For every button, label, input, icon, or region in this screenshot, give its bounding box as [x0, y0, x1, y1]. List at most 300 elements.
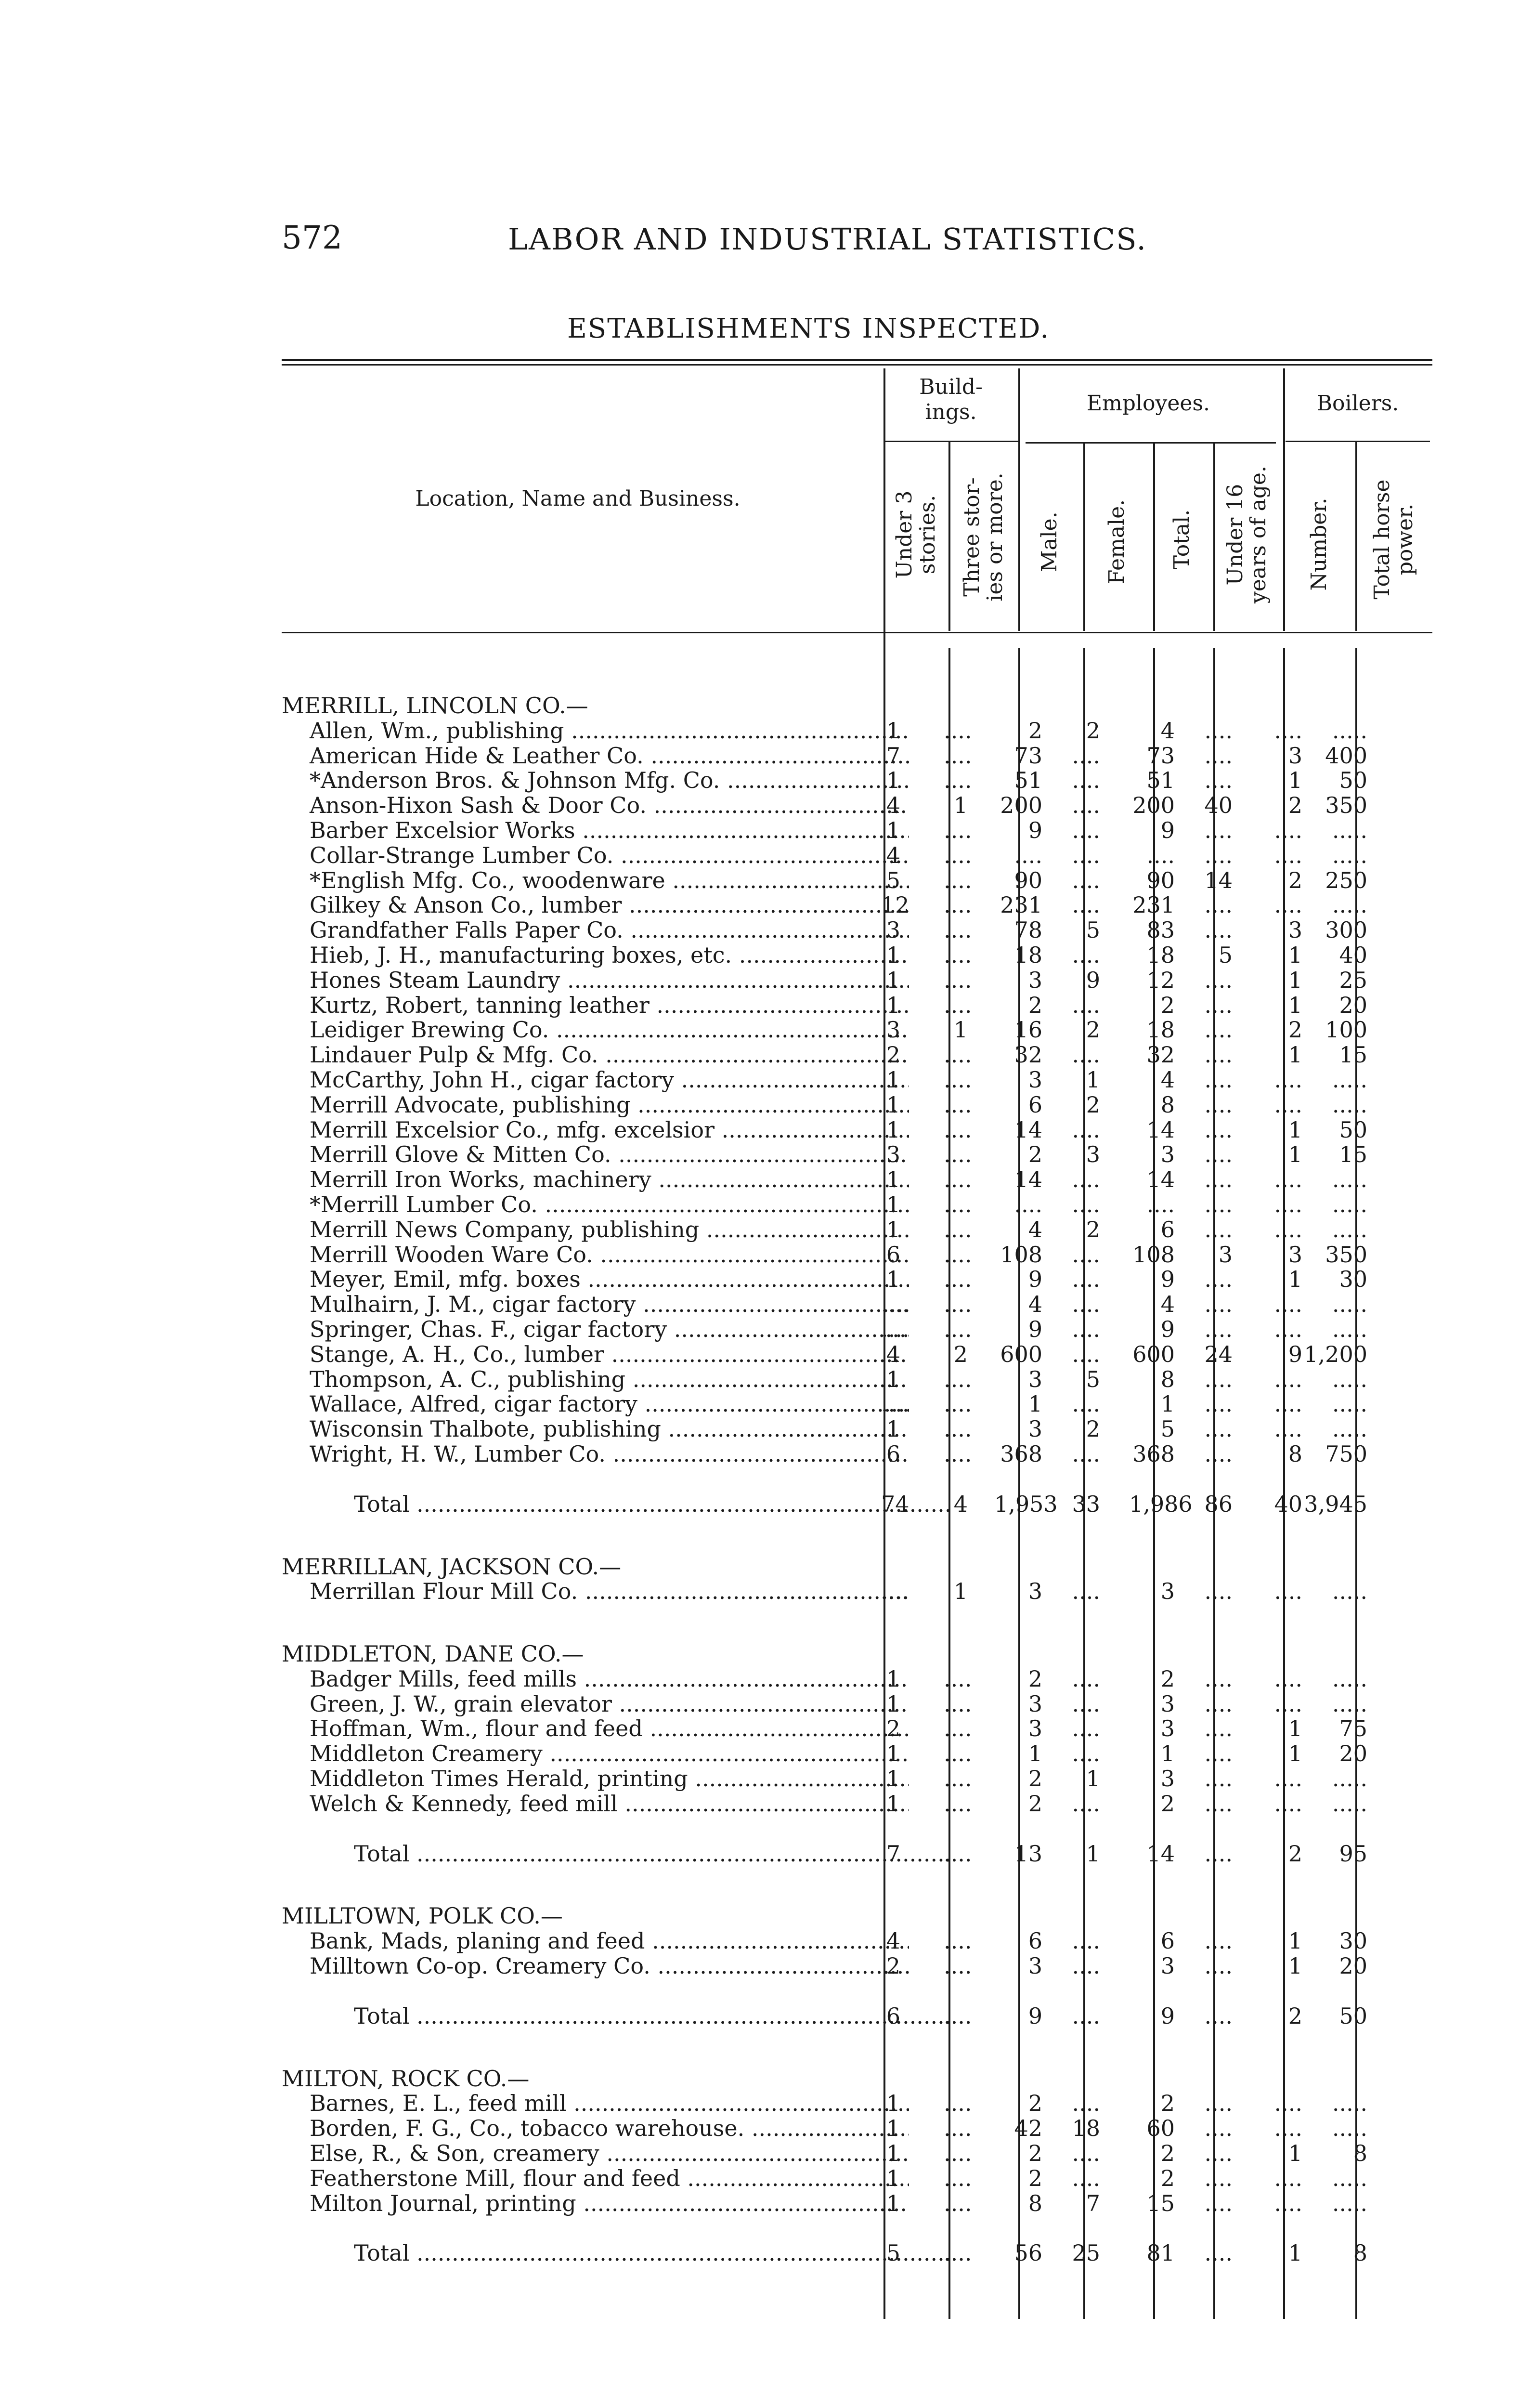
total-gap [282, 1817, 1432, 1842]
cell-under-3-stories: 3 [886, 1017, 900, 1043]
cell-under-16: .... [1204, 917, 1233, 943]
cell-horse-power: ..... [1332, 1766, 1367, 1792]
cell-horse-power: 20 [1339, 992, 1367, 1018]
cell-horse-power: ..... [1332, 1291, 1367, 1318]
cell-female: 2 [1086, 1216, 1100, 1243]
cell-under-16: .... [1204, 1690, 1233, 1717]
cell-total: 4 [1160, 717, 1175, 744]
cell-under-3-stories: 2 [886, 1953, 900, 1979]
table-row [282, 1741, 1432, 1767]
cell-total: 6 [1160, 1928, 1175, 1954]
cell-female: .... [1072, 1042, 1100, 1068]
cell-under-3-stories: 2 [886, 1042, 900, 1068]
total-under-16: .... [1204, 2240, 1233, 2266]
section-heading-row [282, 1555, 1432, 1580]
cell-total: 108 [1132, 1241, 1175, 1268]
cell-total: 14 [1146, 1166, 1175, 1193]
establishment-name: Badger Mills, feed mills ..... [282, 1667, 909, 1692]
cell-male: 9 [1028, 817, 1042, 843]
cell-under-3-stories: 1 [886, 767, 900, 794]
total-under-3-stories: 74 [881, 1491, 909, 1517]
cell-female: .... [1072, 1241, 1100, 1268]
cell-under-16: .... [1204, 1928, 1233, 1954]
cell-horse-power: 100 [1325, 1017, 1367, 1043]
total-under-3-stories: 5 [886, 2240, 900, 2266]
total-total: 9 [1160, 2002, 1175, 2029]
total-male: 56 [1014, 2240, 1042, 2266]
table-row [282, 1342, 1432, 1367]
cell-total: 2 [1160, 1665, 1175, 1692]
establishment-name: Green, J. W., grain elevator ..... [282, 1692, 909, 1717]
establishment-name: Bank, Mads, planing and feed ..... [282, 1929, 909, 1954]
cell-three-stories: .... [944, 1191, 972, 1217]
cell-total: 1 [1160, 1741, 1175, 1767]
cell-three-stories: .... [944, 767, 972, 794]
table-row [282, 1767, 1432, 1792]
total-label: Total ..... [282, 2004, 953, 2029]
cell-three-stories: .... [944, 1166, 972, 1193]
cell-total: 51 [1146, 767, 1175, 794]
cell-three-stories: .... [944, 867, 972, 893]
cell-total: 3 [1160, 1141, 1175, 1168]
cell-total: 3 [1160, 1578, 1175, 1605]
cell-three-stories: .... [944, 1141, 972, 1168]
cell-total: 83 [1146, 917, 1175, 943]
cell-boilers-number: .... [1274, 2115, 1302, 2142]
cell-under-16: .... [1204, 1017, 1233, 1043]
establishment-name: Milton Journal, printing ..... [282, 2191, 909, 2216]
cell-under-3-stories: 1 [886, 2115, 900, 2142]
group-rule-buildings [883, 441, 1018, 442]
cell-female: 7 [1086, 2190, 1100, 2216]
cell-boilers-number: 3 [1288, 917, 1302, 943]
establishment-name: Anson-Hixon Sash & Door Co. ..... [282, 793, 909, 818]
cell-boilers-number: 3 [1288, 742, 1302, 769]
cell-total: 3 [1160, 1690, 1175, 1717]
cell-three-stories: .... [944, 917, 972, 943]
cell-female: 2 [1086, 1017, 1100, 1043]
establishment-name: Middleton Creamery ..... [282, 1741, 909, 1767]
cell-three-stories: .... [944, 1116, 972, 1143]
table-row [282, 2116, 1432, 2141]
total-label: Total ..... [282, 1492, 953, 1517]
total-total: 1,986 [1129, 1491, 1193, 1517]
table-row [282, 2191, 1432, 2216]
cell-under-16: 14 [1204, 867, 1233, 893]
total-male: 13 [1014, 1840, 1042, 1867]
cell-under-16: .... [1204, 1366, 1233, 1392]
cell-male: 3 [1028, 967, 1042, 993]
establishment-name: Collar-Strange Lumber Co. ..... [282, 843, 909, 868]
cell-under-3-stories: .... [881, 1578, 909, 1605]
cell-female: .... [1072, 1578, 1100, 1605]
cell-under-16: .... [1204, 1391, 1233, 1417]
col-header-under-16 [1213, 458, 1281, 612]
cell-under-3-stories: 1 [886, 2165, 900, 2191]
employees-header: Employees. [1086, 391, 1210, 416]
cell-female: .... [1072, 1790, 1100, 1817]
cell-total: 8 [1160, 1091, 1175, 1118]
cell-under-16: .... [1204, 967, 1233, 993]
establishment-name: Featherstone Mill, flour and feed ..... [282, 2166, 909, 2191]
cell-boilers-number: 1 [1288, 1953, 1302, 1979]
table-row [282, 744, 1432, 769]
cell-under-16: 3 [1218, 1241, 1233, 1268]
establishment-name: Stange, A. H., Co., lumber ..... [282, 1342, 909, 1367]
cell-boilers-number: 1 [1288, 1042, 1302, 1068]
col-header-female-text: Female. [1104, 499, 1129, 585]
cell-three-stories: .... [944, 1440, 972, 1467]
cell-horse-power: ..... [1332, 892, 1367, 918]
cell-three-stories: 1 [953, 1017, 968, 1043]
cell-under-16: .... [1204, 1665, 1233, 1692]
total-three-stories: 4 [953, 1491, 968, 1517]
cell-boilers-number: 1 [1288, 1266, 1302, 1293]
cell-under-3-stories: 1 [886, 1266, 900, 1293]
establishment-name: McCarthy, John H., cigar factory ..... [282, 1068, 909, 1093]
table-title: ESTABLISHMENTS INSPECTED. [567, 313, 1050, 344]
cell-female: .... [1072, 1266, 1100, 1293]
cell-horse-power: ..... [1332, 1166, 1367, 1193]
cell-three-stories: .... [944, 817, 972, 843]
cell-total: .... [1146, 1191, 1175, 1217]
header-top-rule [282, 359, 1432, 361]
col-header-female [1086, 465, 1148, 619]
establishment-name: Merrill Advocate, publishing ..... [282, 1093, 909, 1118]
cell-under-16: .... [1204, 1766, 1233, 1792]
cell-three-stories: .... [944, 892, 972, 918]
cell-boilers-number: 1 [1288, 1116, 1302, 1143]
total-label: Total ..... [282, 2241, 953, 2266]
table-row [282, 1192, 1432, 1217]
cell-total: 14 [1146, 1116, 1175, 1143]
cell-female: .... [1072, 1291, 1100, 1318]
table-row [282, 843, 1432, 868]
cell-three-stories: .... [944, 1091, 972, 1118]
cell-three-stories: 1 [953, 1578, 968, 1605]
cell-male: 1 [1028, 1391, 1042, 1417]
establishment-name: Merrill News Company, publishing ..... [282, 1217, 909, 1243]
table-row [282, 1118, 1432, 1143]
establishment-name: Mulhairn, J. M., cigar factory ..... [282, 1292, 909, 1317]
cell-three-stories: .... [944, 742, 972, 769]
cell-female: .... [1072, 2165, 1100, 2191]
cell-female: .... [1072, 942, 1100, 968]
cell-under-3-stories: 1 [886, 1091, 900, 1118]
cell-under-3-stories: 1 [886, 717, 900, 744]
cell-female: .... [1072, 1166, 1100, 1193]
cell-boilers-number: .... [1274, 2190, 1302, 2216]
cell-female: .... [1072, 1953, 1100, 1979]
cell-boilers-number: .... [1274, 1316, 1302, 1342]
cell-horse-power: ..... [1332, 1790, 1367, 1817]
cell-male: .... [1014, 1191, 1042, 1217]
cell-total: 2 [1160, 2165, 1175, 2191]
cell-total: 2 [1160, 2090, 1175, 2117]
cell-under-3-stories: 5 [886, 867, 900, 893]
col-rule-3 [1083, 442, 1085, 631]
cell-total: 1 [1160, 1391, 1175, 1417]
cell-under-3-stories: 1 [886, 967, 900, 993]
cell-three-stories: .... [944, 1266, 972, 1293]
cell-total: 6 [1160, 1216, 1175, 1243]
cell-under-3-stories: 1 [886, 1366, 900, 1392]
cell-horse-power: ..... [1332, 717, 1367, 744]
establishment-name: Else, R., & Son, creamery ..... [282, 2141, 909, 2166]
cell-male: 3 [1028, 1690, 1042, 1717]
cell-male: 3 [1028, 1416, 1042, 1442]
cell-boilers-number: 1 [1288, 2140, 1302, 2167]
cell-male: 2 [1028, 1141, 1042, 1168]
table-row [282, 893, 1432, 918]
cell-boilers-number: .... [1274, 1391, 1302, 1417]
cell-male: 14 [1014, 1116, 1042, 1143]
cell-female: .... [1072, 1316, 1100, 1342]
cell-boilers-number: 2 [1288, 867, 1302, 893]
total-under-16: 86 [1204, 1491, 1233, 1517]
cell-under-3-stories: 1 [886, 2090, 900, 2117]
cell-under-3-stories: 12 [881, 892, 909, 918]
cell-female: .... [1072, 2090, 1100, 2117]
cell-horse-power: 1,200 [1304, 1341, 1367, 1367]
cell-under-3-stories: 4 [886, 792, 900, 819]
cell-total: 2 [1160, 992, 1175, 1018]
cell-under-3-stories: 3 [886, 917, 900, 943]
cell-three-stories: .... [944, 1216, 972, 1243]
cell-boilers-number: .... [1274, 1191, 1302, 1217]
total-female: 1 [1086, 1840, 1100, 1867]
cell-three-stories: .... [944, 1042, 972, 1068]
cell-male: 16 [1014, 1017, 1042, 1043]
table-row [282, 2091, 1432, 2116]
section-heading-row [282, 1904, 1432, 1929]
establishment-name: Springer, Chas. F., cigar factory ..... [282, 1317, 909, 1342]
total-female: 25 [1072, 2240, 1100, 2266]
cell-horse-power: 350 [1325, 1241, 1367, 1268]
total-under-3-stories: 6 [886, 2002, 900, 2029]
table-row [282, 2141, 1432, 2166]
cell-under-16: 5 [1218, 942, 1233, 968]
cell-under-16: .... [1204, 2190, 1233, 2216]
table-row [282, 1267, 1432, 1292]
cell-total: 8 [1160, 1366, 1175, 1392]
section-gap [282, 1604, 1432, 1642]
cell-horse-power: 20 [1339, 1741, 1367, 1767]
cell-three-stories: .... [944, 1391, 972, 1417]
cell-boilers-number: .... [1274, 1766, 1302, 1792]
cell-horse-power: 750 [1325, 1440, 1367, 1467]
col-header-male [1018, 465, 1081, 619]
cell-under-16: .... [1204, 1953, 1233, 1979]
table-row [282, 918, 1432, 943]
establishment-name: Welch & Kennedy, feed mill ..... [282, 1792, 909, 1817]
cell-female: .... [1072, 1741, 1100, 1767]
cell-male: 2 [1028, 1665, 1042, 1692]
cell-three-stories: .... [944, 1741, 972, 1767]
group-rule-boilers [1286, 441, 1430, 442]
cell-male: 3 [1028, 1366, 1042, 1392]
establishment-name: Barber Excelsior Works ..... [282, 818, 909, 843]
cell-boilers-number: 1 [1288, 767, 1302, 794]
cell-under-3-stories: 7 [886, 742, 900, 769]
cell-horse-power: ..... [1332, 2090, 1367, 2117]
cell-under-16: .... [1204, 2165, 1233, 2191]
establishment-name: *English Mfg. Co., woodenware ..... [282, 868, 909, 893]
cell-male: 51 [1014, 767, 1042, 794]
cell-male: 3 [1028, 1715, 1042, 1742]
cell-three-stories: .... [944, 2090, 972, 2117]
cell-female: .... [1072, 1191, 1100, 1217]
cell-female: .... [1072, 1391, 1100, 1417]
header-bottom-rule [282, 632, 1432, 633]
cell-under-3-stories: .... [881, 1316, 909, 1342]
group-rule-employees [1026, 442, 1276, 444]
cell-three-stories: .... [944, 1953, 972, 1979]
cell-female: 5 [1086, 917, 1100, 943]
cell-boilers-number: 1 [1288, 1141, 1302, 1168]
cell-boilers-number: .... [1274, 842, 1302, 868]
cell-total: 18 [1146, 942, 1175, 968]
total-row [282, 1492, 1432, 1517]
total-three-stories: .... [944, 1840, 972, 1867]
table-row [282, 1018, 1432, 1043]
table-row [282, 768, 1432, 793]
cell-three-stories: .... [944, 967, 972, 993]
table-row [282, 1792, 1432, 1817]
total-row [282, 2241, 1432, 2266]
table-row [282, 1292, 1432, 1317]
cell-boilers-number: 1 [1288, 1715, 1302, 1742]
cell-under-3-stories: 4 [886, 1341, 900, 1367]
cell-under-3-stories: 1 [886, 1191, 900, 1217]
cell-under-3-stories: 1 [886, 1741, 900, 1767]
cell-boilers-number: .... [1274, 2165, 1302, 2191]
establishment-name: Wallace, Alfred, cigar factory ..... [282, 1392, 909, 1417]
cell-horse-power: 75 [1339, 1715, 1367, 1742]
total-total: 14 [1146, 1840, 1175, 1867]
cell-female: 1 [1086, 1066, 1100, 1093]
cell-boilers-number: .... [1274, 1366, 1302, 1392]
cell-under-16: .... [1204, 892, 1233, 918]
col-header-horse-power [1358, 462, 1430, 616]
cell-total: 15 [1146, 2190, 1175, 2216]
cell-total: 231 [1132, 892, 1175, 918]
cell-under-16: .... [1204, 767, 1233, 794]
establishment-name: Middleton Times Herald, printing ..... [282, 1767, 909, 1792]
cell-under-16: 40 [1204, 792, 1233, 819]
cell-female: .... [1072, 2140, 1100, 2167]
cell-three-stories: 2 [953, 1341, 968, 1367]
table-row [282, 1317, 1432, 1342]
col-header-three-stories [950, 460, 1017, 614]
cell-under-16: .... [1204, 1191, 1233, 1217]
col-header-male-text: Male. [1037, 511, 1062, 572]
cell-under-16: .... [1204, 1266, 1233, 1293]
cell-female: .... [1072, 792, 1100, 819]
cell-horse-power: ..... [1332, 2165, 1367, 2191]
cell-female: .... [1072, 1665, 1100, 1692]
header-top-rule-2 [282, 364, 1432, 366]
cell-under-16: .... [1204, 2115, 1233, 2142]
cell-total: 60 [1146, 2115, 1175, 2142]
cell-horse-power: ..... [1332, 1366, 1367, 1392]
cell-boilers-number: .... [1274, 817, 1302, 843]
section-gap [282, 1866, 1432, 1904]
cell-under-3-stories: 1 [886, 1766, 900, 1792]
establishment-name: Milltown Co-op. Creamery Co. ..... [282, 1954, 909, 1979]
table-row [282, 868, 1432, 893]
total-female: .... [1072, 2002, 1100, 2029]
cell-under-16: .... [1204, 1715, 1233, 1742]
cell-total: 3 [1160, 1715, 1175, 1742]
cell-male: 200 [1000, 792, 1042, 819]
total-horse-power: 3,945 [1304, 1491, 1367, 1517]
cell-under-3-stories: 1 [886, 1690, 900, 1717]
cell-female: .... [1072, 817, 1100, 843]
table-row [282, 1954, 1432, 1979]
establishment-name: Meyer, Emil, mfg. boxes ..... [282, 1267, 909, 1292]
cell-boilers-number: .... [1274, 1790, 1302, 1817]
cell-under-3-stories: 1 [886, 1066, 900, 1093]
total-horse-power: 8 [1353, 2240, 1367, 2266]
section-gap [282, 2029, 1432, 2067]
establishment-name: Hones Steam Laundry ..... [282, 968, 909, 993]
cell-boilers-number: .... [1274, 1291, 1302, 1318]
establishment-name: Hieb, J. H., manufacturing boxes, etc. ..... [282, 943, 909, 968]
cell-three-stories: .... [944, 1665, 972, 1692]
col-header-number-text: Number. [1307, 497, 1331, 591]
cell-total: 200 [1132, 792, 1175, 819]
cell-male: 14 [1014, 1166, 1042, 1193]
total-horse-power: 95 [1339, 1840, 1367, 1867]
cell-three-stories: .... [944, 1416, 972, 1442]
cell-under-3-stories: 6 [886, 1440, 900, 1467]
col-rule-6 [1283, 368, 1285, 631]
cell-three-stories: .... [944, 1766, 972, 1792]
cell-three-stories: .... [944, 1928, 972, 1954]
cell-three-stories: .... [944, 1066, 972, 1093]
cell-male: 6 [1028, 1091, 1042, 1118]
cell-under-3-stories: 1 [886, 1665, 900, 1692]
establishment-name: Grandfather Falls Paper Co. ..... [282, 918, 909, 943]
cell-horse-power: 40 [1339, 942, 1367, 968]
cell-under-3-stories: 2 [886, 1715, 900, 1742]
cell-boilers-number: 9 [1288, 1341, 1302, 1367]
cell-male: 600 [1000, 1341, 1042, 1367]
cell-three-stories: .... [944, 1316, 972, 1342]
table-row [282, 1692, 1432, 1717]
cell-total: 4 [1160, 1066, 1175, 1093]
col-header-number [1286, 467, 1353, 621]
cell-boilers-number: .... [1274, 1578, 1302, 1605]
cell-boilers-number: 1 [1288, 942, 1302, 968]
establishment-name: Gilkey & Anson Co., lumber ..... [282, 893, 909, 918]
table-row [282, 968, 1432, 993]
cell-under-3-stories: 1 [886, 817, 900, 843]
cell-horse-power: 20 [1339, 1953, 1367, 1979]
cell-under-3-stories: 1 [886, 992, 900, 1018]
cell-horse-power: ..... [1332, 817, 1367, 843]
cell-female: 5 [1086, 1366, 1100, 1392]
cell-male: 73 [1014, 742, 1042, 769]
establishment-name: Wisconsin Thalbote, publishing ..... [282, 1417, 909, 1442]
cell-male: 18 [1014, 942, 1042, 968]
table-row [282, 1442, 1432, 1467]
establishment-name: Allen, Wm., publishing ..... [282, 719, 909, 744]
establishment-name: *Merrill Lumber Co. ..... [282, 1192, 909, 1217]
cell-male: 8 [1028, 2190, 1042, 2216]
cell-female: .... [1072, 742, 1100, 769]
